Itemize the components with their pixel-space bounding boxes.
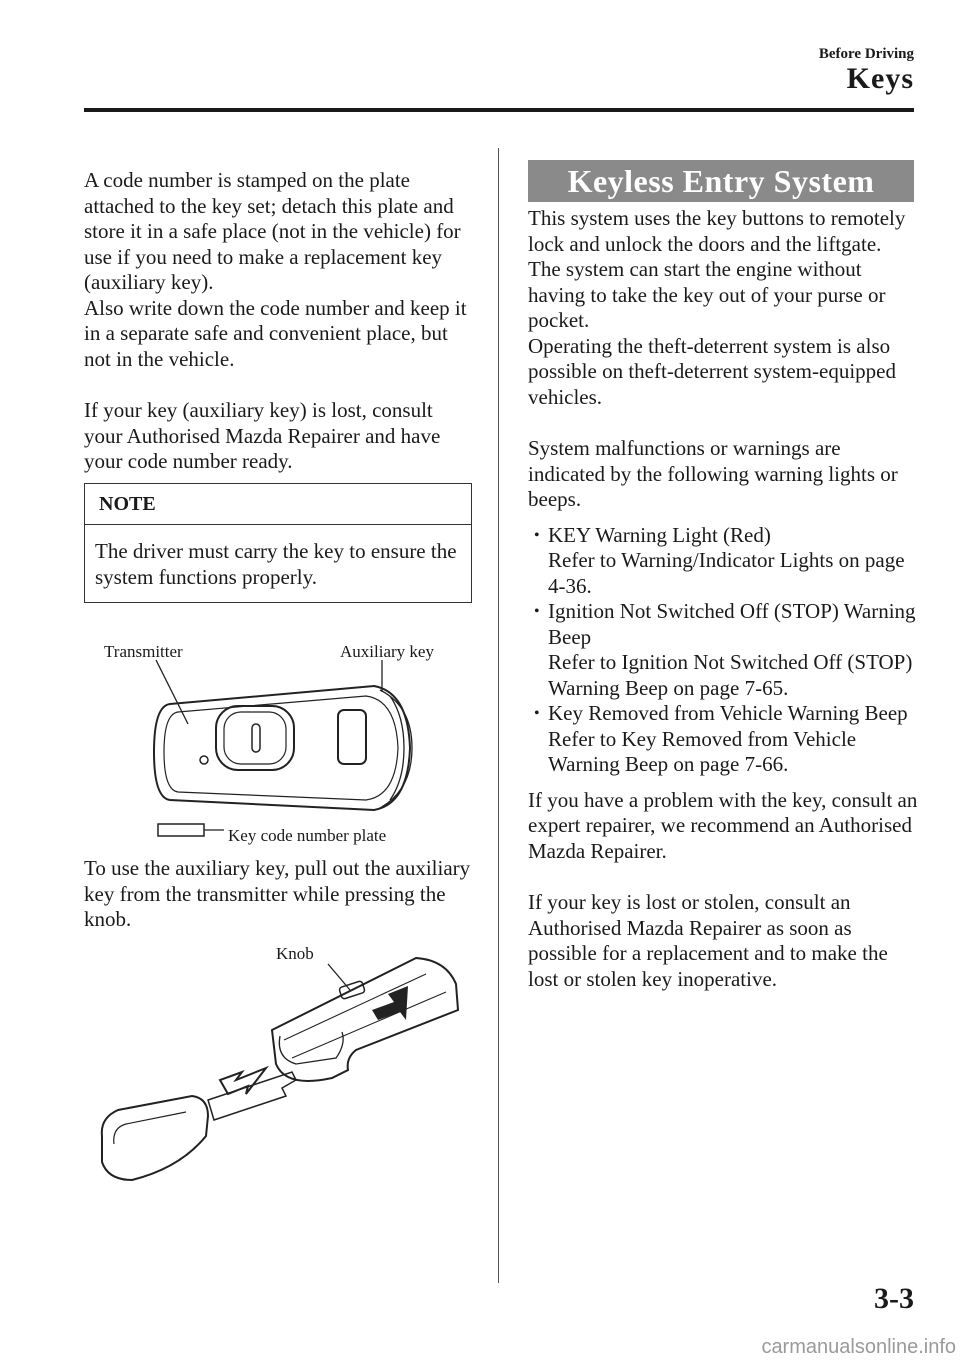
auxiliary-key-removal-illustration xyxy=(96,940,476,1194)
left-para-2: Also write down the code number and keep it in a separate safe and convenient place, but not in the vehicle. xyxy=(84,295,467,371)
auxiliary-key-label: Auxiliary key xyxy=(340,642,434,661)
list-item xyxy=(528,599,920,701)
key-code-plate-label: Key code number plate xyxy=(228,826,387,845)
bullet-reference: Refer to Warning/Indicator Lights on page 4-36. xyxy=(548,548,905,598)
note-box xyxy=(84,483,472,603)
left-column xyxy=(84,168,476,475)
page-title: Keys xyxy=(846,62,914,95)
left-para-1: A code number is stamped on the plate attached to the key set; detach this plate and store it in a safe place (not in the vehicle) for use if you need to make a replacement key (auxiliary key). xyxy=(84,168,461,294)
right-para-6: If your key is lost or stolen, consult an Authorised Mazda Repairer as soon as possible for a replacement and to make the lost or stolen key inoperative. xyxy=(528,890,888,991)
warning-list xyxy=(528,523,920,778)
left-para-4: To use the auxiliary key, pull out the auxiliary key from the transmitter while pressing the knob. xyxy=(84,856,471,931)
right-para-5: If you have a problem with the key, consult an expert repairer, we recommend an Authorised Mazda Repairer. xyxy=(528,787,918,863)
bullet-title: • Key Removed from Vehicle Warning Beep xyxy=(548,701,908,725)
transmitter-figure xyxy=(96,636,476,848)
header-rule xyxy=(84,108,914,112)
right-para-3: Operating the theft-deterrent system is also possible on theft-deterrent system-equipped vehicles. xyxy=(528,333,896,409)
column-divider xyxy=(498,148,499,1283)
bullet-reference: Refer to Key Removed from Vehicle Warning Beep on page 7-66. xyxy=(548,726,857,776)
bullet-title: • Ignition Not Switched Off (STOP) Warning Beep xyxy=(548,599,916,649)
transmitter-illustration xyxy=(96,636,476,848)
right-para-2: The system can start the engine without having to take the key out of your purse or pocket. xyxy=(528,257,886,332)
list-item xyxy=(528,523,920,600)
note-heading: NOTE xyxy=(85,484,471,525)
watermark: carmanualsonline.info xyxy=(761,1336,956,1358)
bullet-title: • KEY Warning Light (Red) xyxy=(548,522,771,547)
right-column xyxy=(528,206,920,992)
transmitter-label: Transmitter xyxy=(104,642,183,661)
knob-figure xyxy=(96,940,476,1194)
note-text: The driver must carry the key to ensure the system functions properly. xyxy=(95,539,457,589)
list-item xyxy=(528,701,920,778)
page-number: 3-3 xyxy=(874,1282,914,1315)
header-section: Before Driving xyxy=(818,46,914,62)
right-para-4: System malfunctions or warnings are indicated by the following warning lights or beeps. xyxy=(528,436,898,511)
keyless-entry-heading: Keyless Entry System xyxy=(528,160,914,202)
left-para-3: If your key (auxiliary key) is lost, consult your Authorised Mazda Repairer and have your code number ready. xyxy=(84,398,441,473)
knob-label: Knob xyxy=(276,944,314,963)
bullet-reference: Refer to Ignition Not Switched Off (STOP) Warning Beep on page 7-65. xyxy=(548,650,913,700)
right-para-1: This system uses the key buttons to remotely lock and unlock the doors and the liftgate. xyxy=(528,206,906,256)
